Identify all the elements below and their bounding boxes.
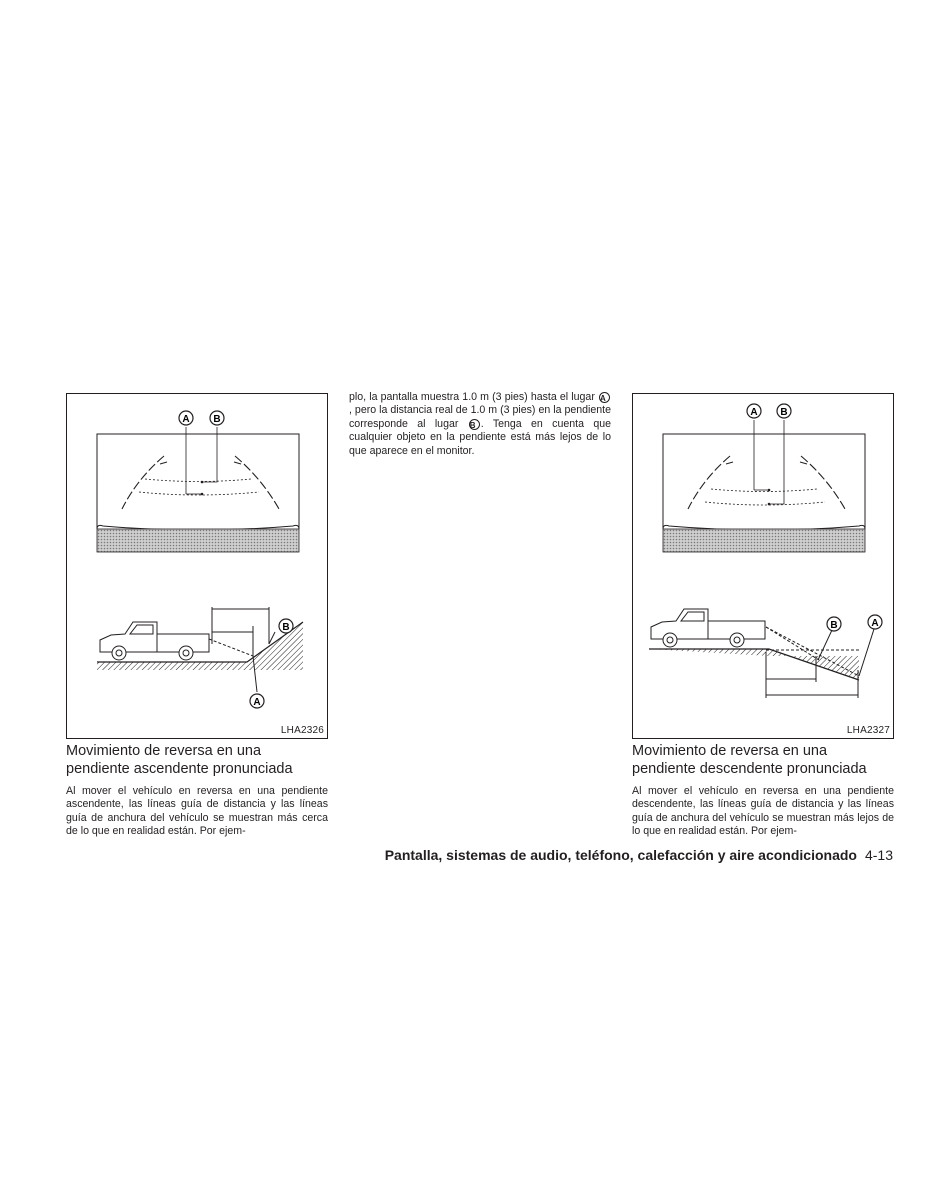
figure-code: LHA2327 (846, 725, 890, 736)
marker-b-top (210, 411, 224, 425)
paragraph-example: plo, la pantalla muestra 1.0 m (3 pies) hasta el lugar A, pero la distancia real de 1.0 m (3 pies) en la pendiente corresponde al lugar B . Tenga en cuenta que cualquier objeto en la pendiente está más lejos de lo que aparece en el monitor. (349, 391, 611, 457)
heading-downhill: Movimiento de reversa en una pendiente descendente pronunciada (632, 743, 867, 777)
figure-downhill (632, 393, 894, 739)
heading-uphill: Movimiento de reversa en una pendiente ascendente pronunciada (66, 743, 293, 777)
paragraph-downhill: Al mover el vehículo en reversa en una pendiente descendente, las líneas guía de distancia y las líneas guía de anchura del vehículo se muestran más lejos de lo que en realidad están. Por ejem- (632, 785, 894, 838)
marker-b-top (777, 404, 791, 418)
figure-uphill (66, 393, 328, 739)
svg-text:A: A (253, 697, 261, 708)
marker-a-top (179, 411, 193, 425)
pickup-truck (651, 609, 765, 647)
marker-a-inline: A (599, 392, 610, 403)
page-number: 4-13 (864, 847, 893, 863)
downhill-illustration (633, 394, 895, 740)
footer-section-title: Pantalla, sistemas de audio, teléfono, calefacción y aire acondicionado (384, 847, 857, 863)
monitor-screen (97, 427, 299, 552)
marker-a-slope (868, 615, 882, 629)
monitor-screen (663, 420, 865, 552)
figure-code: LHA2326 (280, 725, 324, 736)
svg-text:B: B (213, 414, 221, 425)
marker-b-inline: B (469, 419, 480, 430)
paragraph-uphill: Al mover el vehículo en reversa en una pendiente ascendente, las líneas guía de distancia y las líneas guía de anchura del vehículo se muestran más cerca de lo que en realidad están. Por ejem- (66, 785, 328, 838)
svg-text:B: B (830, 620, 838, 631)
svg-text:B: B (282, 622, 290, 633)
uphill-illustration (67, 394, 329, 740)
pickup-truck (100, 622, 209, 660)
svg-text:A: A (871, 618, 879, 629)
marker-b-slope (279, 619, 293, 633)
marker-a-slope (250, 694, 264, 708)
svg-text:A: A (182, 414, 190, 425)
svg-text:B: B (780, 407, 788, 418)
downhill-ground (649, 649, 859, 680)
svg-text:A: A (750, 407, 758, 418)
marker-a-top (747, 404, 761, 418)
page-footer (340, 847, 893, 865)
marker-b-slope (827, 617, 841, 631)
